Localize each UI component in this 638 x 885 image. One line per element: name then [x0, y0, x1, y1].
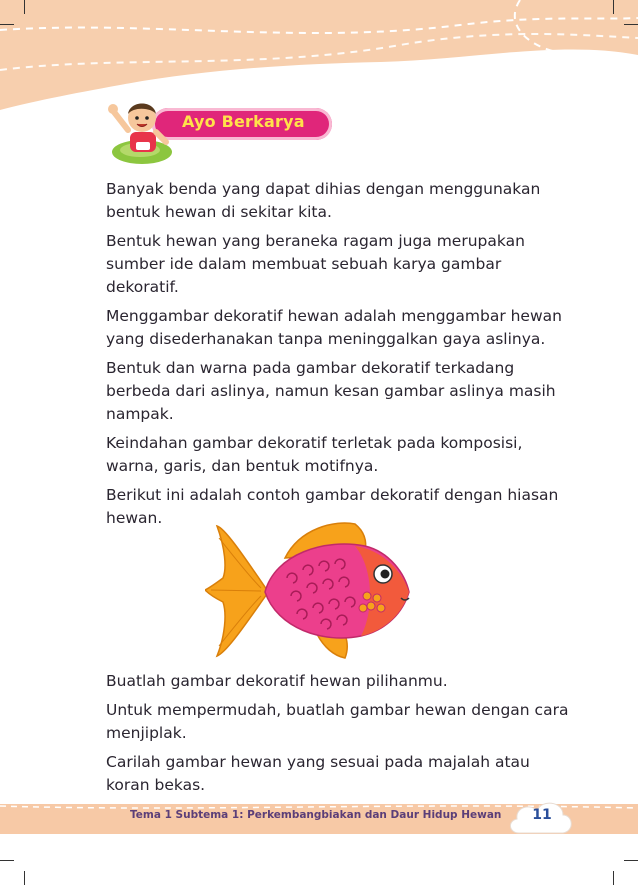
paragraph: Keindahan gambar dekoratif terletak pada komposisi, warna, garis, dan bentuk motifnya.	[106, 434, 523, 475]
body-text	[106, 178, 576, 536]
crop-mark	[0, 860, 14, 861]
page-number: 11	[532, 807, 552, 823]
decorative-fish-illustration	[205, 518, 415, 663]
instructions	[106, 670, 576, 803]
waving-child-illustration	[100, 90, 190, 170]
footer-subtitle: Tema 1 Subtema 1: Perkembangbiakan dan Daur Hidup Hewan	[130, 809, 502, 821]
paragraph: Bentuk dan warna pada gambar dekoratif terkadang berbeda dari aslinya, namun kesan gambar aslinya masih nampak.	[106, 359, 556, 423]
paragraph: Bentuk hewan yang beraneka ragam juga merupakan sumber ide dalam membuat sebuah karya gambar dekoratif.	[106, 232, 525, 296]
paragraph: Menggambar dekoratif hewan adalah menggambar hewan yang disederhanakan tanpa meninggalkan gaya aslinya.	[106, 307, 562, 348]
crop-mark	[613, 0, 614, 14]
paragraph: Berikut ini adalah contoh gambar dekoratif dengan hiasan hewan.	[106, 486, 559, 527]
instruction-paragraph: Carilah gambar hewan yang sesuai pada majalah atau koran bekas.	[106, 753, 530, 794]
paragraph: Banyak benda yang dapat dihias dengan menggunakan bentuk hewan di sekitar kita.	[106, 180, 541, 221]
instruction-paragraph: Buatlah gambar dekoratif hewan pilihanmu.	[106, 672, 448, 690]
crop-mark	[624, 860, 638, 861]
section-badge-label: Ayo Berkarya	[182, 112, 305, 131]
crop-mark	[613, 871, 614, 885]
section-header	[100, 90, 330, 170]
crop-mark	[24, 0, 25, 14]
crop-mark	[24, 871, 25, 885]
crop-mark	[0, 24, 14, 25]
instruction-paragraph: Untuk mempermudah, buatlah gambar hewan dengan cara menjiplak.	[106, 701, 569, 742]
crop-mark	[624, 24, 638, 25]
